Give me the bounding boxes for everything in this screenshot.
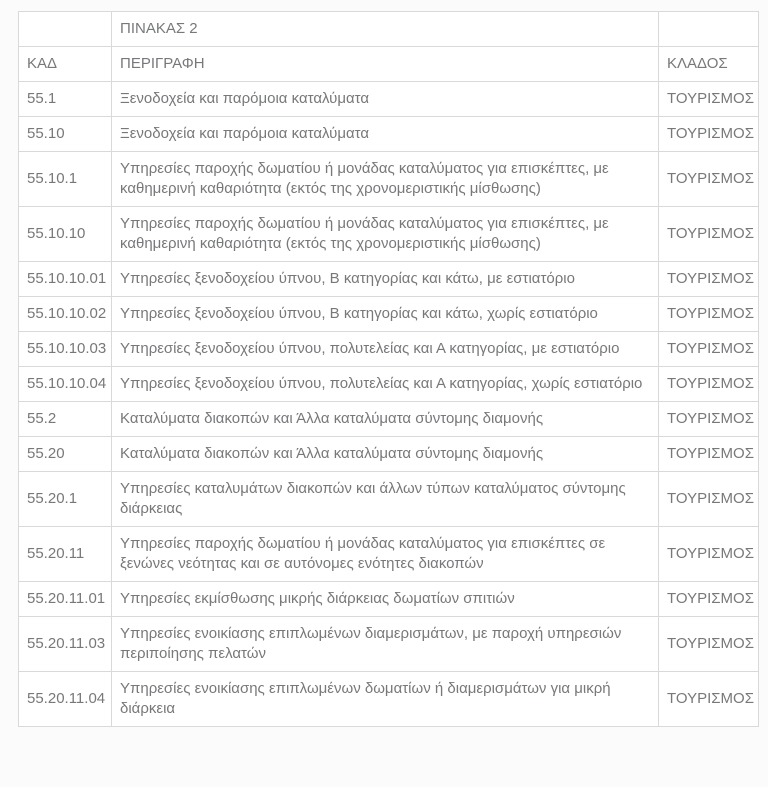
cell-klados: ΤΟΥΡΙΣΜΟΣ (659, 297, 759, 332)
cell-kad: 55.10 (19, 117, 112, 152)
column-header-perigrafi: ΠΕΡΙΓΡΑΦΗ (112, 47, 659, 82)
cell-description: Ξενοδοχεία και παρόμοια καταλύματα (112, 117, 659, 152)
cell-kad: 55.10.10.02 (19, 297, 112, 332)
cell-description: Υπηρεσίες παροχής δωματίου ή μονάδας καταλύματος για επισκέπτες, με καθημερινή καθαριότητα (εκτός της χρονομεριστικής μίσθωσης) (112, 207, 659, 262)
table-title: ΠΙΝΑΚΑΣ 2 (112, 12, 659, 47)
cell-kad: 55.10.1 (19, 152, 112, 207)
cell-description: Υπηρεσίες ενοικίασης επιπλωμένων διαμερισμάτων, με παροχή υπηρεσιών περιποίησης πελατών (112, 617, 659, 672)
cell-kad: 55.10.10 (19, 207, 112, 262)
kad-classification-table (18, 11, 759, 727)
table-row (19, 582, 759, 617)
cell-description: Υπηρεσίες παροχής δωματίου ή μονάδας καταλύματος για επισκέπτες, με καθημερινή καθαριότητα (εκτός της χρονομεριστικής μίσθωσης) (112, 152, 659, 207)
cell-kad: 55.20 (19, 437, 112, 472)
cell-kad: 55.20.11 (19, 527, 112, 582)
cell-klados: ΤΟΥΡΙΣΜΟΣ (659, 207, 759, 262)
cell-description: Ξενοδοχεία και παρόμοια καταλύματα (112, 82, 659, 117)
cell-kad: 55.20.1 (19, 472, 112, 527)
table-row (19, 617, 759, 672)
table-title-row (19, 12, 759, 47)
cell-klados: ΤΟΥΡΙΣΜΟΣ (659, 527, 759, 582)
table-row (19, 672, 759, 727)
table-row (19, 472, 759, 527)
table-body (19, 82, 759, 727)
title-empty-cell-right (659, 12, 759, 47)
table-row (19, 332, 759, 367)
cell-klados: ΤΟΥΡΙΣΜΟΣ (659, 672, 759, 727)
cell-klados: ΤΟΥΡΙΣΜΟΣ (659, 617, 759, 672)
table-row (19, 527, 759, 582)
cell-kad: 55.2 (19, 402, 112, 437)
table-row (19, 82, 759, 117)
table-row (19, 437, 759, 472)
table-row (19, 152, 759, 207)
table-row (19, 117, 759, 152)
cell-kad: 55.20.11.01 (19, 582, 112, 617)
column-header-kad: ΚΑΔ (19, 47, 112, 82)
title-empty-cell-left (19, 12, 112, 47)
cell-description: Υπηρεσίες εκμίσθωσης μικρής διάρκειας δωματίων σπιτιών (112, 582, 659, 617)
cell-description: Υπηρεσίες ξενοδοχείου ύπνου, Β κατηγορίας και κάτω, με εστιατόριο (112, 262, 659, 297)
table-row (19, 297, 759, 332)
cell-kad: 55.10.10.04 (19, 367, 112, 402)
cell-klados: ΤΟΥΡΙΣΜΟΣ (659, 402, 759, 437)
cell-klados: ΤΟΥΡΙΣΜΟΣ (659, 582, 759, 617)
cell-klados: ΤΟΥΡΙΣΜΟΣ (659, 437, 759, 472)
cell-description: Καταλύματα διακοπών και Άλλα καταλύματα σύντομης διαμονής (112, 437, 659, 472)
cell-klados: ΤΟΥΡΙΣΜΟΣ (659, 332, 759, 367)
cell-description: Καταλύματα διακοπών και Άλλα καταλύματα σύντομης διαμονής (112, 402, 659, 437)
cell-kad: 55.1 (19, 82, 112, 117)
cell-description: Υπηρεσίες καταλυμάτων διακοπών και άλλων τύπων καταλύματος σύντομης διάρκειας (112, 472, 659, 527)
cell-description: Υπηρεσίες ξενοδοχείου ύπνου, πολυτελείας και Α κατηγορίας, με εστιατόριο (112, 332, 659, 367)
cell-kad: 55.10.10.01 (19, 262, 112, 297)
cell-description: Υπηρεσίες ξενοδοχείου ύπνου, Β κατηγορίας και κάτω, χωρίς εστιατόριο (112, 297, 659, 332)
table-row (19, 402, 759, 437)
column-header-row (19, 47, 759, 82)
cell-klados: ΤΟΥΡΙΣΜΟΣ (659, 82, 759, 117)
cell-klados: ΤΟΥΡΙΣΜΟΣ (659, 367, 759, 402)
cell-kad: 55.20.11.04 (19, 672, 112, 727)
column-header-klados: ΚΛΑΔΟΣ (659, 47, 759, 82)
cell-klados: ΤΟΥΡΙΣΜΟΣ (659, 152, 759, 207)
cell-description: Υπηρεσίες ενοικίασης επιπλωμένων δωματίων ή διαμερισμάτων για μικρή διάρκεια (112, 672, 659, 727)
table-row (19, 367, 759, 402)
table-row (19, 207, 759, 262)
cell-kad: 55.20.11.03 (19, 617, 112, 672)
cell-klados: ΤΟΥΡΙΣΜΟΣ (659, 117, 759, 152)
table-row (19, 262, 759, 297)
cell-klados: ΤΟΥΡΙΣΜΟΣ (659, 472, 759, 527)
cell-description: Υπηρεσίες παροχής δωματίου ή μονάδας καταλύματος για επισκέπτες σε ξενώνες νεότητας και σε αυτόνομες ενότητες διακοπών (112, 527, 659, 582)
cell-description: Υπηρεσίες ξενοδοχείου ύπνου, πολυτελείας και Α κατηγορίας, χωρίς εστιατόριο (112, 367, 659, 402)
cell-klados: ΤΟΥΡΙΣΜΟΣ (659, 262, 759, 297)
cell-kad: 55.10.10.03 (19, 332, 112, 367)
